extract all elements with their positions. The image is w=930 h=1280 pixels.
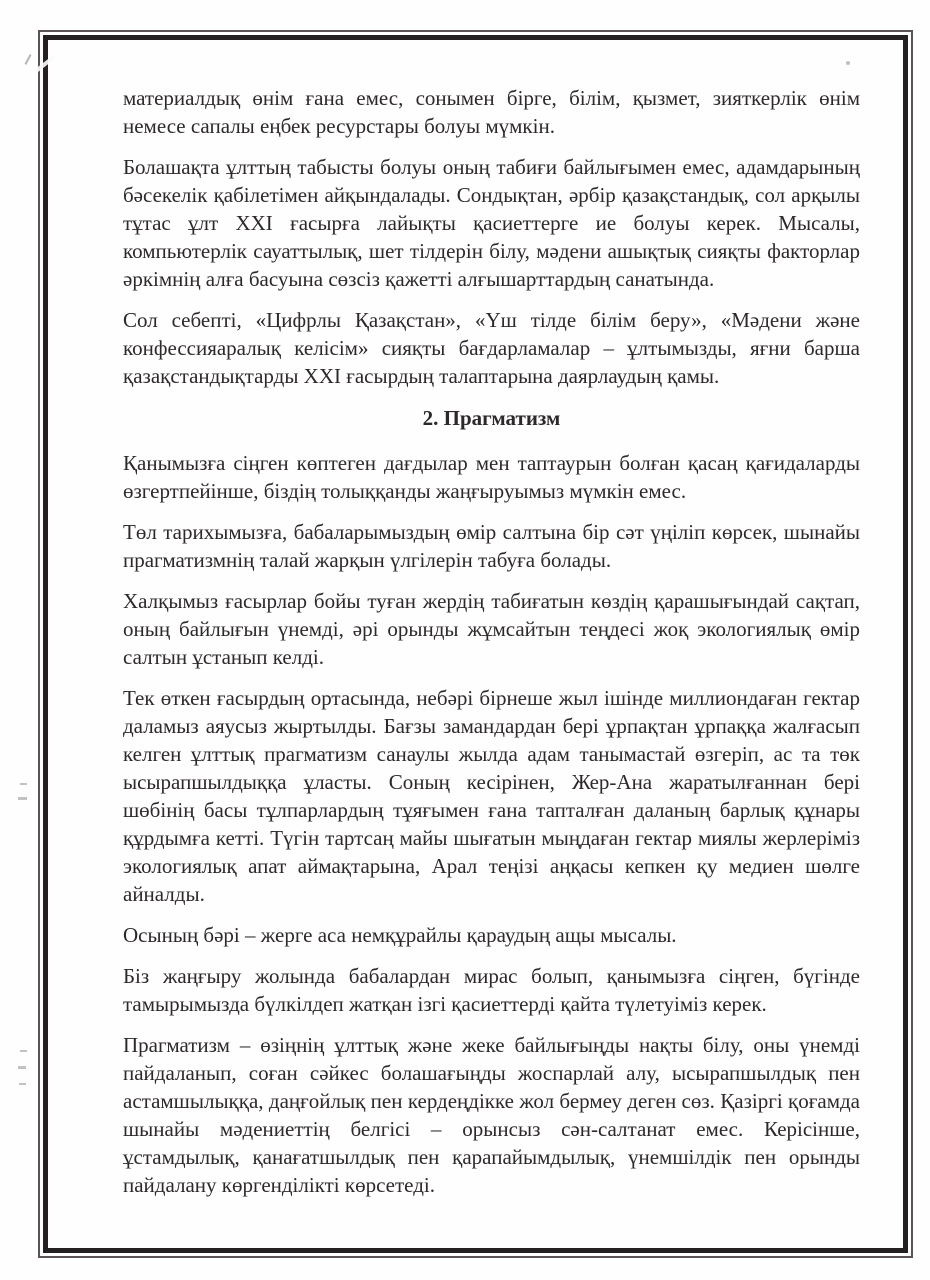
- scan-artifact: [20, 783, 27, 785]
- paragraph: Тек өткен ғасырдың ортасында, небәрі бірнеше жыл ішінде миллиондаған гектар даламыз аяусыз жыртылды. Бағзы замандардан бері ұрпақтан ұрпаққа жалғасып келген ұлттық прагматизм санаулы жылда адам танымастай өзгеріп, ас та төк ысырапшылдыққа ұласты. Соның кесірінен, Жер-Ана жаратылғаннан бері шөбінің басы тұлпарлардың тұяғымен ғана тапталған даланың барлық құнары құрдымға кетті. Түгін тартсаң майы шығатын мыңдаған гектар миялы жерлеріміз экологиялық апат аймақтарына, Арал теңізі аңқасы кепкен қу медиен шөлге айналды.: [123, 686, 860, 906]
- paragraph: Сол себепті, «Цифрлы Қазақстан», «Үш тілде білім беру», «Мәдени және конфессияаралық келісім» сияқты бағдарламалар – ұлтымызды, яғни барша қазақстандықтарды XXI ғасырдың талаптарына даярлаудың қамы.: [123, 308, 860, 388]
- section-heading: 2. Прагматизм: [422, 406, 561, 430]
- scan-artifact: [25, 54, 32, 65]
- paragraph: Осының бәрі – жерге аса немқұрайлы қараудың ащы мысалы.: [123, 923, 677, 947]
- paragraph: Қанымызға сіңген көптеген дағдылар мен таптаурын болған қасаң қағидаларды өзгертпейінше, біздің толыққанды жаңғыруымыз мүмкін емес.: [123, 451, 860, 503]
- paragraph: Төл тарихымызға, бабаларымыздың өмір салтына бір сәт үңіліп көрсек, шынайы прагматизмнің талай жарқын үлгілерін табуға болады.: [123, 520, 860, 572]
- paragraph: материалдық өнім ғана емес, сонымен бірге, білім, қызмет, зияткерлік өнім немесе сапалы еңбек ресурстары болуы мүмкін.: [123, 86, 860, 138]
- scan-artifact: [19, 1083, 26, 1085]
- paragraph: Халқымыз ғасырлар бойы туған жердің табиғатын көздің қарашығындай сақтап, оның байлығын үнемді, әрі орынды жұмсайтын теңдесі жоқ экологиялық өмір салтын ұстанып келді.: [123, 589, 860, 669]
- scan-artifact: [20, 1050, 27, 1052]
- paragraph: Болашақта ұлттың табысты болуы оның табиғи байлығымен емес, адамдарының бәсекелік қабілетімен айқындалады. Сондықтан, әрбір қазақстандық, сол арқылы тұтас ұлт XXI ғасырға лайықты қасиеттерге ие болуы керек. Мысалы, компьютерлік сауаттылық, шет тілдерін білу, мәдени ашықтық сияқты факторлар әркімнің алға басуына сөзсіз қажетті алғышарттардың санатында.: [123, 155, 860, 291]
- paragraph: Біз жаңғыру жолында бабалардан мирас болып, қанымызға сіңген, бүгінде тамырымызда бүлкілдеп жатқан ізгі қасиеттерді қайта түлетуіміз керек.: [123, 964, 860, 1016]
- document-body: [123, 84, 860, 1212]
- scan-artifact: [18, 797, 27, 800]
- paragraph: Прагматизм – өзіңнің ұлттық және жеке байлығыңды нақты білу, оны үнемді пайдаланып, соған сәйкес болашағыңды жоспарлай алу, ысырапшылдық пен астамшылыққа, даңғойлық пен кердеңдікке жол бермеу деген сөз. Қазіргі қоғамда шынайы мәдениеттің белгісі – орынсыз сән-салтанат емес. Керісінше, ұстамдылық, қанағатшылдық пен қарапайымдылық, үнемшілдік пен орынды пайдалану көргенділікті көрсетеді.: [123, 1033, 860, 1197]
- scan-artifact: [18, 1066, 26, 1069]
- scan-artifact: [846, 61, 850, 65]
